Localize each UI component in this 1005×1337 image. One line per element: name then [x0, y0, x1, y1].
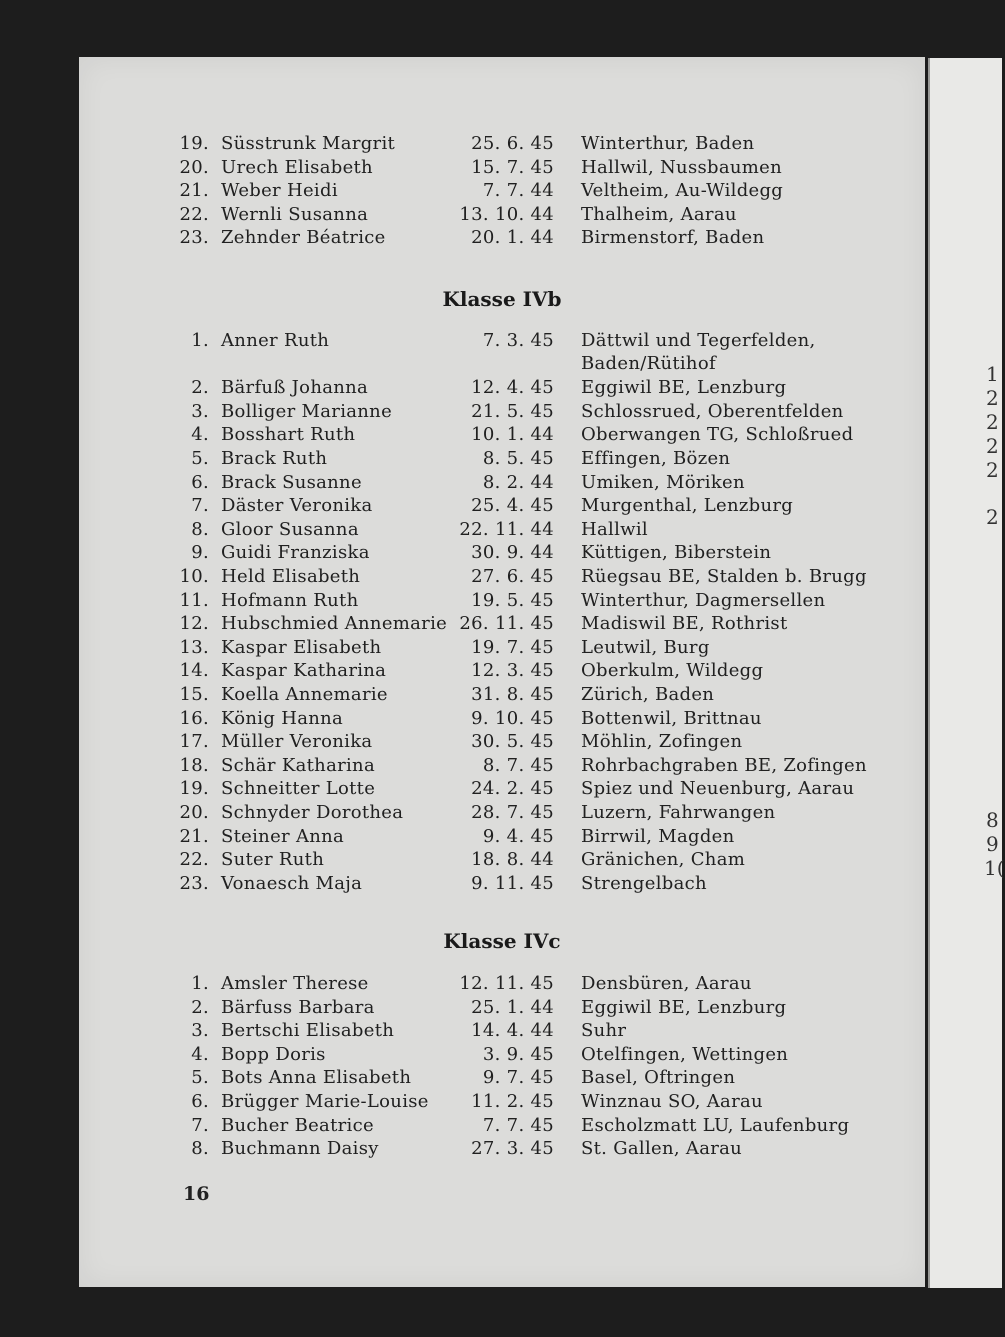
entry-number: 16. — [179, 707, 209, 729]
list-item — [79, 707, 925, 730]
entry-birthdate: 7. 7. 44 — [482, 180, 554, 202]
entry-number: 20. — [179, 156, 209, 178]
entry-birthdate: 18. 8. 44 — [471, 849, 554, 871]
entry-place: Oberwangen TG, Schloßrued — [581, 424, 854, 446]
entry-place: Küttigen, Biberstein — [581, 542, 772, 564]
entry-place: Hallwil — [581, 518, 648, 540]
entry-birthdate: 19. 5. 45 — [471, 589, 554, 611]
list-item — [79, 203, 925, 226]
edge-mark: 2 — [986, 505, 999, 529]
entry-name: Schnyder Dorothea — [221, 802, 404, 823]
entry-birthdate: 26. 11. 45 — [459, 613, 554, 635]
entry-name: Brack Ruth — [221, 448, 328, 469]
entry-number: 7. — [191, 1114, 209, 1136]
entry-name: Suter Ruth — [221, 849, 325, 871]
list-item — [79, 683, 925, 706]
entry-name: Bolliger Marianne — [221, 400, 393, 422]
entry-number: 11. — [179, 589, 209, 611]
entry-name: Brack Susanne — [221, 471, 362, 493]
entry-number: 3. — [191, 400, 209, 422]
entry-birthdate: 3. 9. 45 — [482, 1043, 554, 1065]
entry-name: Kaspar Katharina — [221, 660, 387, 682]
entry-birthdate: 10. 1. 44 — [471, 424, 554, 446]
entry-place: Zürich, Baden — [581, 684, 715, 705]
entry-name: Hubschmied Annemarie — [221, 613, 448, 635]
entry-number: 13. — [179, 636, 209, 658]
entry-place: Veltheim, Au-Wildegg — [581, 180, 784, 202]
entry-birthdate: 22. 11. 44 — [459, 518, 554, 540]
entry-place: Birrwil, Magden — [581, 825, 735, 847]
list-item — [79, 612, 925, 635]
entry-number: 8. — [191, 518, 209, 540]
entry-name: Bertschi Elisabeth — [221, 1020, 395, 1042]
entry-birthdate: 20. 1. 44 — [471, 227, 554, 249]
entry-name: Koella Annemarie — [221, 684, 388, 705]
list-item — [79, 1114, 925, 1137]
list-item — [79, 801, 925, 824]
entry-place: Densbüren, Aarau — [581, 973, 752, 994]
entry-birthdate: 30. 5. 45 — [471, 731, 554, 753]
entry-place: Eggiwil BE, Lenzburg — [581, 996, 787, 1018]
entry-name: Wernli Susanna — [221, 203, 369, 225]
entry-place: Umiken, Möriken — [581, 471, 745, 493]
entry-place: Escholzmatt LU, Laufenburg — [581, 1114, 850, 1136]
entry-name: Vonaesch Maja — [221, 872, 363, 894]
entry-number: 20. — [179, 802, 209, 823]
entry-place: Suhr — [581, 1020, 627, 1042]
entry-birthdate: 8. 7. 45 — [482, 754, 554, 776]
entry-place: Birmenstorf, Baden — [581, 227, 765, 249]
list-item — [79, 589, 925, 612]
entry-place: Winterthur, Dagmersellen — [581, 589, 826, 611]
entry-name: Weber Heidi — [221, 180, 338, 202]
entry-place: Schlossrued, Oberentfelden — [581, 400, 844, 422]
entry-number: 19. — [179, 133, 209, 154]
entry-number: 5. — [191, 448, 209, 469]
entry-name: Kaspar Elisabeth — [221, 636, 382, 658]
entry-place: Möhlin, Zofingen — [581, 731, 743, 753]
entry-name: Schär Katharina — [221, 754, 375, 776]
entry-number: 4. — [191, 1043, 209, 1065]
entry-number: 14. — [179, 660, 209, 682]
entry-place: Rohrbachgraben BE, Zofingen — [581, 754, 867, 776]
list-item — [79, 754, 925, 777]
list-item — [79, 1043, 925, 1066]
entry-birthdate: 27. 3. 45 — [471, 1138, 554, 1160]
entry-number: 22. — [179, 203, 209, 225]
entry-birthdate: 8. 5. 45 — [482, 448, 554, 469]
edge-mark: 1 — [986, 362, 999, 386]
entry-number: 2. — [191, 996, 209, 1018]
list-item — [79, 1137, 925, 1160]
entry-name: Bopp Doris — [221, 1043, 326, 1065]
entry-birthdate: 9. 7. 45 — [482, 1067, 554, 1089]
entry-place: Oberkulm, Wildegg — [581, 660, 764, 682]
entry-name: Anner Ruth — [221, 330, 330, 351]
adjacent-page-marks — [984, 0, 1005, 1337]
entry-birthdate: 30. 9. 44 — [471, 542, 554, 564]
entry-name: Süsstrunk Margrit — [221, 133, 396, 154]
entry-name: Bucher Beatrice — [221, 1114, 374, 1136]
edge-mark: 2 — [986, 434, 999, 458]
list-item — [79, 226, 925, 249]
entry-number: 12. — [179, 613, 209, 635]
entry-place: Luzern, Fahrwangen — [581, 802, 776, 823]
entry-name: Bosshart Ruth — [221, 424, 356, 446]
entry-birthdate: 21. 5. 45 — [471, 400, 554, 422]
list-item — [79, 494, 925, 517]
entry-number: 2. — [191, 377, 209, 399]
entry-birthdate: 7. 7. 45 — [482, 1114, 554, 1136]
entry-birthdate: 15. 7. 45 — [471, 156, 554, 178]
entry-number: 3. — [191, 1020, 209, 1042]
entry-number: 21. — [179, 180, 209, 202]
list-item — [79, 777, 925, 800]
entry-birthdate: 8. 2. 44 — [482, 471, 554, 493]
edge-mark: 8 — [986, 808, 999, 832]
entry-place: Winterthur, Baden — [581, 133, 755, 154]
entry-number: 7. — [191, 495, 209, 517]
entry-place: Rüegsau BE, Stalden b. Brugg — [581, 566, 867, 587]
entry-number: 1. — [191, 330, 209, 351]
entry-name: Bärfuss Barbara — [221, 996, 375, 1018]
entry-number: 10. — [179, 566, 209, 587]
entry-number: 22. — [179, 849, 209, 871]
list-item — [79, 659, 925, 682]
entry-birthdate: 9. 11. 45 — [471, 872, 554, 894]
entry-birthdate: 7. 3. 45 — [482, 330, 554, 351]
entry-number: 23. — [179, 872, 209, 894]
entry-place: Madiswil BE, Rothrist — [581, 613, 788, 635]
list-item — [79, 518, 925, 541]
entry-place: Thalheim, Aarau — [581, 203, 737, 225]
entry-name: Buchmann Daisy — [221, 1138, 379, 1160]
entry-name: Hofmann Ruth — [221, 589, 359, 611]
entry-name: Müller Veronika — [221, 731, 373, 753]
entry-birthdate: 19. 7. 45 — [471, 636, 554, 658]
entry-name: Däster Veronika — [221, 495, 373, 517]
entry-number: 18. — [179, 754, 209, 776]
list-item — [79, 156, 925, 179]
entry-number: 5. — [191, 1067, 209, 1089]
entry-name: Schneitter Lotte — [221, 778, 376, 800]
entry-place: Otelfingen, Wettingen — [581, 1043, 789, 1065]
list-item — [79, 848, 925, 871]
list-item — [79, 447, 925, 470]
list-item — [79, 730, 925, 753]
entry-birthdate: 9. 10. 45 — [471, 707, 554, 729]
entry-number: 6. — [191, 1091, 209, 1112]
entry-number: 4. — [191, 424, 209, 446]
list-item — [79, 1019, 925, 1042]
entry-birthdate: 9. 4. 45 — [482, 825, 554, 847]
entry-birthdate: 27. 6. 45 — [471, 566, 554, 587]
entry-name: Zehnder Béatrice — [221, 227, 386, 249]
entry-birthdate: 25. 6. 45 — [471, 133, 554, 154]
entry-name: Brügger Marie-Louise — [221, 1091, 429, 1112]
entry-name: Bärfuß Johanna — [221, 377, 369, 399]
entry-place: Gränichen, Cham — [581, 849, 746, 871]
list-item — [79, 996, 925, 1019]
list-item — [79, 1066, 925, 1089]
entry-birthdate: 13. 10. 44 — [459, 203, 554, 225]
entry-name: König Hanna — [221, 707, 344, 729]
list-item — [79, 132, 925, 155]
entry-birthdate: 28. 7. 45 — [471, 802, 554, 823]
list-item — [79, 972, 925, 995]
list-item — [79, 423, 925, 446]
list-item — [79, 541, 925, 564]
section-heading-klasse-ivc: Klasse IVc — [443, 929, 561, 953]
entry-birthdate: 25. 1. 44 — [471, 996, 554, 1018]
entry-number: 6. — [191, 471, 209, 493]
list-item — [79, 1090, 925, 1113]
entry-name: Amsler Therese — [221, 973, 369, 994]
entry-number: 8. — [191, 1138, 209, 1160]
edge-mark: 2 — [986, 410, 999, 434]
entry-birthdate: 25. 4. 45 — [471, 495, 554, 517]
entry-name: Held Elisabeth — [221, 566, 361, 587]
entry-name: Steiner Anna — [221, 825, 345, 847]
document-page — [79, 57, 925, 1287]
entry-place: Effingen, Bözen — [581, 448, 731, 469]
edge-mark: 2 — [986, 458, 999, 482]
entry-place: Bottenwil, Brittnau — [581, 707, 762, 729]
entry-birthdate: 12. 11. 45 — [459, 973, 554, 994]
entry-place: Winznau SO, Aarau — [581, 1091, 763, 1112]
list-item — [79, 636, 925, 659]
list-item — [79, 179, 925, 202]
entry-place: Hallwil, Nussbaumen — [581, 156, 782, 178]
entry-place: St. Gallen, Aarau — [581, 1138, 743, 1160]
entry-number: 1. — [191, 973, 209, 994]
entry-name: Guidi Franziska — [221, 542, 370, 564]
entry-birthdate: 24. 2. 45 — [471, 778, 554, 800]
section-heading-klasse-ivb: Klasse IVb — [442, 287, 562, 311]
list-item — [79, 400, 925, 423]
edge-mark: 2 — [986, 386, 999, 410]
edge-mark: 9 — [986, 832, 999, 856]
list-item — [79, 471, 925, 494]
entry-place: Eggiwil BE, Lenzburg — [581, 377, 787, 399]
entry-birthdate: 14. 4. 44 — [471, 1020, 554, 1042]
list-item — [79, 825, 925, 848]
list-item — [79, 329, 925, 374]
entry-birthdate: 31. 8. 45 — [471, 684, 554, 705]
entry-birthdate: 12. 4. 45 — [471, 377, 554, 399]
entry-number: 23. — [179, 227, 209, 249]
entry-number: 19. — [179, 778, 209, 800]
list-item — [79, 376, 925, 399]
list-item — [79, 565, 925, 588]
list-item — [79, 872, 925, 895]
entry-place: Basel, Oftringen — [581, 1067, 736, 1089]
entry-place: Murgenthal, Lenzburg — [581, 495, 794, 517]
entry-number: 15. — [179, 684, 209, 705]
entry-birthdate: 11. 2. 45 — [471, 1091, 554, 1112]
entry-name: Bots Anna Elisabeth — [221, 1067, 412, 1089]
entry-number: 17. — [179, 731, 209, 753]
entry-place: Leutwil, Burg — [581, 636, 710, 658]
page-number: 16 — [183, 1183, 210, 1205]
entry-number: 21. — [179, 825, 209, 847]
entry-name: Urech Elisabeth — [221, 156, 373, 178]
entry-place: Dättwil und Tegerfelden, — [581, 330, 816, 351]
entry-name: Gloor Susanna — [221, 518, 359, 540]
entry-place: Spiez und Neuenburg, Aarau — [581, 778, 855, 800]
entry-place: Strengelbach — [581, 872, 707, 894]
entry-number: 9. — [191, 542, 209, 564]
entry-place-continued: Baden/Rütihof — [581, 353, 716, 374]
edge-mark: 1( — [984, 856, 1005, 880]
entry-birthdate: 12. 3. 45 — [471, 660, 554, 682]
